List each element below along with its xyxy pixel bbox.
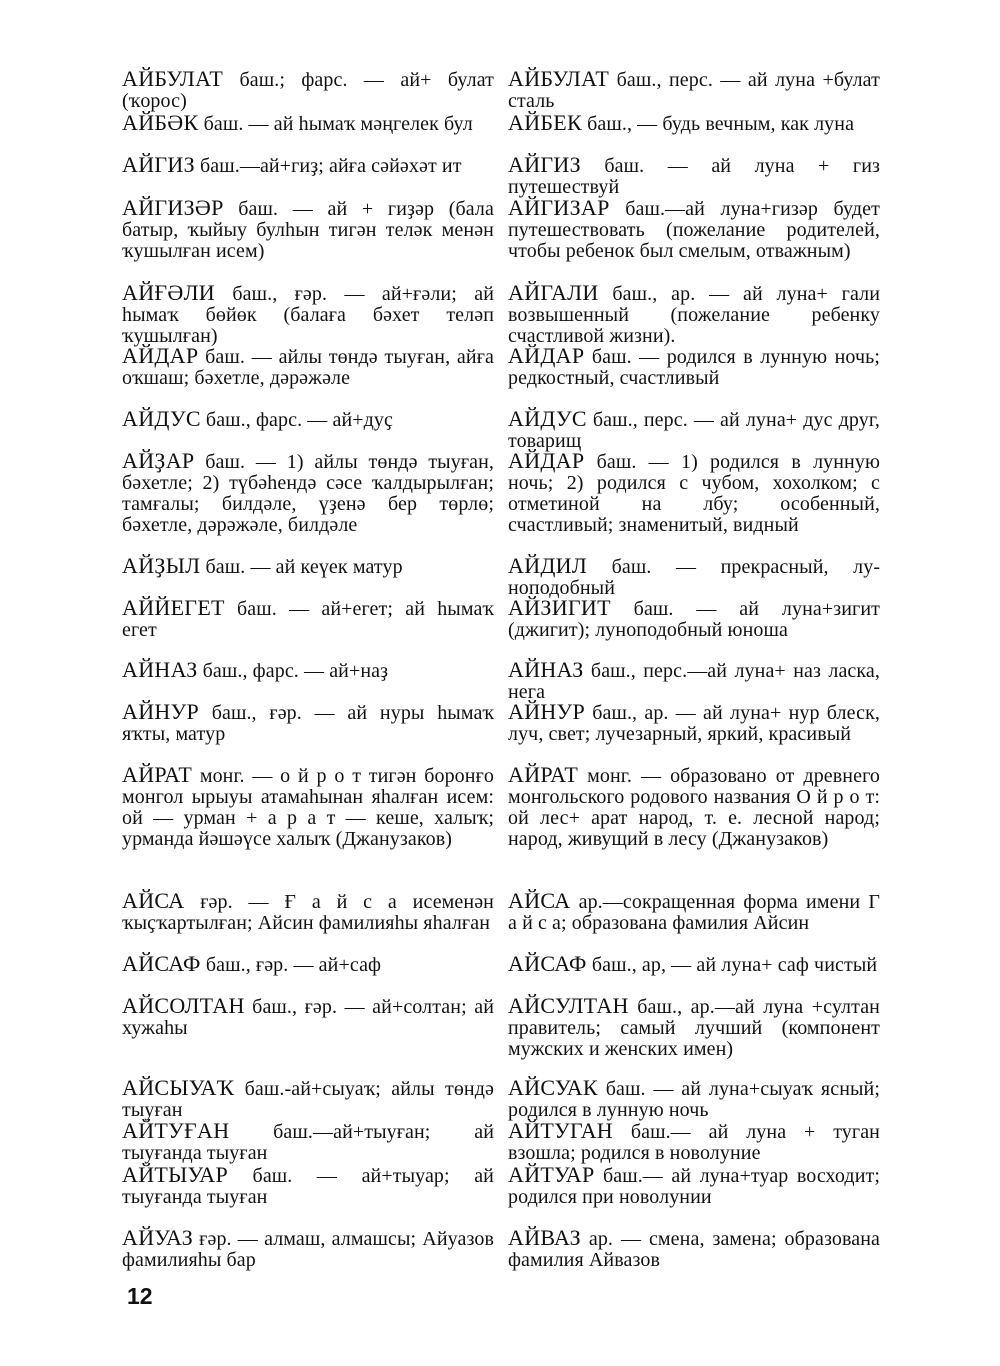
entry-left — [122, 1077, 494, 1121]
entry-text: баш., ар.—ай луна +султан правитель; самый лучший (компонент мужских и женских имен) — [508, 996, 880, 1060]
entry-left — [122, 1164, 494, 1208]
entry-text: баш. — айлы төндә тыуған, айға оҡшаш; бәхетле, дәрәжәле — [122, 346, 494, 389]
entry-right — [508, 1164, 880, 1208]
entry-text: баш. — родился в лунную ночь; редкостный, счастливый — [508, 346, 880, 389]
entry-left — [122, 1120, 494, 1164]
entry-right — [508, 1077, 880, 1121]
entry-right — [508, 68, 880, 112]
entry-headword: АЙГИЗӘР — [122, 195, 224, 220]
entry-headword: АЙТУҒАН — [122, 1118, 230, 1143]
entry-text: баш., ар. — ай луна+ нур блеск, луч, свет; лучезарный, яркий, красивый — [508, 702, 880, 745]
entry-right — [508, 701, 880, 745]
entry-text: баш., фарс. — ай+наҙ — [197, 660, 389, 682]
entry-headword: АЙНУР — [122, 699, 199, 724]
entry-headword: АЙБУЛАТ — [508, 66, 610, 91]
entry-text: ар.—сокращенная форма имени Г а й с а; образована фамилия Айсин — [508, 891, 880, 934]
entry-text: баш.—ай+тыуған; ай тыуғанда тыуған — [122, 1121, 494, 1164]
entry-left — [122, 995, 494, 1039]
entry-headword: АЙРАТ — [508, 762, 579, 787]
entry-right — [508, 1120, 880, 1164]
entry-text: баш. — ай + гиҙәр (бала батыр, ҡыйыу булһын тигән теләк менән ҡушылған исем) — [122, 198, 494, 262]
entry-headword: АЙСАФ — [508, 951, 587, 976]
entry-text: баш., ар. — ай луна+ гали возвышенный (пожелание ребенку счастливой жизни). — [508, 283, 880, 347]
entry-headword: АЙҘЫЛ — [122, 553, 201, 578]
entry-headword: АЙДАР — [508, 448, 585, 473]
entry-headword: АЙГИЗ — [122, 152, 195, 177]
entry-headword: АЙДУС — [122, 406, 201, 431]
entry-headword: АЙГИЗ — [508, 152, 581, 177]
entry-headword: АЙТЫУАР — [122, 1162, 228, 1187]
entry-text: ғәр. — алмаш, алмашсы; Айуазов фамилияһы бар — [122, 1228, 494, 1271]
entry-text: баш., ғәр. — ай+саф — [200, 954, 382, 976]
entry-text: баш. — ай һымаҡ мәңгелек бул — [198, 113, 473, 135]
entry-left — [122, 345, 494, 389]
entry-right — [508, 597, 880, 641]
entry-text: баш., перс. — ай луна+ дус друг, товарищ — [508, 409, 880, 452]
entry-right — [508, 345, 880, 389]
entry-right — [508, 282, 880, 347]
entry-text: монг. — образовано от древнего монгольского родового названия О й р о т: ой лес+ арат народ, т. е. лесной народ; народ, живущий в лесу (Джанузаков) — [508, 765, 880, 850]
entry-headword: АЙНАЗ — [508, 657, 584, 682]
entry-text: ғәр. — Ғ а й с а исеменән ҡыҫҡартылған; Айсин фамилияһы яһалған — [122, 891, 494, 934]
entry-headword: АЙҒӘЛИ — [122, 280, 215, 305]
entry-text: баш.—ай+гиҙ; айға сәйәхәт ит — [194, 155, 462, 177]
entry-headword: АЙУАЗ — [122, 1225, 194, 1250]
entry-text: баш. — ай+егет; ай һымаҡ егет — [122, 598, 494, 641]
entry-left — [122, 112, 494, 135]
entry-headword: АЙСА — [122, 888, 185, 913]
entry-right — [508, 890, 880, 934]
entry-text: баш. — прекрасный, луноподобный — [508, 556, 880, 599]
entry-right — [508, 154, 880, 198]
entry-left — [122, 154, 494, 177]
entry-right — [508, 764, 880, 850]
entry-right — [508, 659, 880, 703]
entry-text: баш., перс.—ай луна+ наз ласка, нега — [508, 660, 880, 703]
entry-headword: АЙНУР — [508, 699, 585, 724]
entry-text: баш., перс. — ай луна +булат сталь — [508, 69, 880, 112]
entry-headword: АЙЗИГИТ — [508, 595, 611, 620]
entry-left — [122, 282, 494, 347]
entry-text: баш. — 1) родился в лунную ночь; 2) родился с чубом, хохолком; с отметиной на лбу; особенный, счастливый; знаменитый, видный — [508, 451, 880, 536]
entry-text: баш., ар, — ай луна+ саф чистый — [586, 954, 878, 976]
entry-right — [508, 1227, 880, 1271]
entry-right — [508, 555, 880, 599]
entry-right — [508, 953, 880, 976]
entry-left — [122, 597, 494, 641]
entry-text: баш. — ай луна+зигит (джигит); луноподобный юноша — [508, 598, 880, 641]
entry-headword: АЙБӘК — [122, 110, 199, 135]
entry-left — [122, 890, 494, 934]
entry-headword: АЙНАЗ — [122, 657, 198, 682]
entry-headword: АЙСЫУАҠ — [122, 1075, 235, 1100]
entry-headword: АЙВАЗ — [508, 1225, 581, 1250]
entry-headword: АЙТУГАН — [508, 1118, 613, 1143]
entry-text: баш. — ай кеүек матур — [200, 556, 403, 578]
entry-headword: АЙДИЛ — [508, 553, 588, 578]
entry-right — [508, 995, 880, 1060]
entry-headword: АЙСАФ — [122, 951, 201, 976]
entry-text: баш.-ай+сыуаҡ; айлы төндә тыуған — [122, 1078, 494, 1121]
entry-text: баш., — будь вечным, как луна — [582, 113, 855, 135]
entry-headword: АЙТУАР — [508, 1162, 595, 1187]
entry-headword: АЙГИЗАР — [508, 195, 610, 220]
entry-left — [122, 408, 494, 431]
entry-headword: АЙБУЛАТ — [122, 66, 224, 91]
entry-headword: АЙРАТ — [122, 762, 193, 787]
entry-left — [122, 953, 494, 976]
entry-text: баш.; фарс. — ай+ булат (ҡорос) — [122, 69, 494, 112]
entry-left — [122, 701, 494, 745]
entry-text: баш. — ай луна+сыуаҡ ясный; родился в лунную ночь — [508, 1078, 880, 1121]
entry-text: баш. — 1) айлы төндә тыуған, бәхетле; 2) түбәһендә сәсе ҡалдырылған; тамғалы; билдәле, үҙенә бер төрлө; бәхетле, дәрәжәле, билдәле — [122, 451, 494, 536]
entry-text: баш., фарс. — ай+дуҫ — [200, 409, 393, 431]
entry-text: баш.—ай луна+гизәр будет путешествовать (пожелание родителей, чтобы ребенок был смелым, отважным) — [508, 198, 880, 262]
entry-text: монг. — о й р о т тигән боронғо монгол ырыуы атамаһынан яһалған исем: ой — урман + а р а т — кеше, халыҡ; урманда йәшәүсе халыҡ (Джанузаков) — [122, 765, 494, 850]
entry-headword: АЙСА — [508, 888, 571, 913]
entry-text: баш. — ай луна + гиз путешествуй — [508, 155, 880, 198]
entry-text: баш., ғәр. — ай нуры һымаҡ яҡты, матур — [122, 702, 494, 745]
entry-text: баш. — ай+тыуар; ай тыуғанда тыуған — [122, 1165, 494, 1208]
entry-headword: АЙДАР — [508, 343, 585, 368]
entry-headword: АЙСОЛТАН — [122, 993, 245, 1018]
page-number: 12 — [127, 1283, 153, 1309]
entry-left — [122, 659, 494, 682]
entry-right — [508, 112, 880, 135]
entry-left — [122, 197, 494, 262]
entry-text: баш., ғәр. — ай+солтан; ай хужаһы — [122, 996, 494, 1039]
entry-headword: АЙҘАР — [122, 448, 195, 473]
entry-headword: АЙДАР — [122, 343, 199, 368]
entry-left — [122, 1227, 494, 1271]
entry-right — [508, 408, 880, 452]
entry-text: баш.— ай луна + туган взошла; родился в новолуние — [508, 1121, 880, 1164]
entry-text: баш.— ай луна+туар восходит; родился при новолунии — [508, 1165, 880, 1208]
entry-headword: АЙБЕК — [508, 110, 583, 135]
entry-headword: АЙГАЛИ — [508, 280, 599, 305]
entry-text: ар. — смена, замена; образована фамилия Айвазов — [508, 1228, 880, 1271]
entry-text: баш., ғәр. — ай+ғәли; ай һымаҡ бөйөк (балаға бәхет теләп ҡушылған) — [122, 283, 494, 347]
entry-left — [122, 450, 494, 536]
entry-headword: АЙСУАК — [508, 1075, 598, 1100]
entry-headword: АЙСУЛТАН — [508, 993, 629, 1018]
entry-left — [122, 68, 494, 112]
entry-left — [122, 764, 494, 850]
entry-right — [508, 450, 880, 536]
entry-headword: АЙЙЕГЕТ — [122, 595, 225, 620]
entry-right — [508, 197, 880, 262]
entry-left — [122, 555, 494, 578]
entry-headword: АЙДУС — [508, 406, 587, 431]
